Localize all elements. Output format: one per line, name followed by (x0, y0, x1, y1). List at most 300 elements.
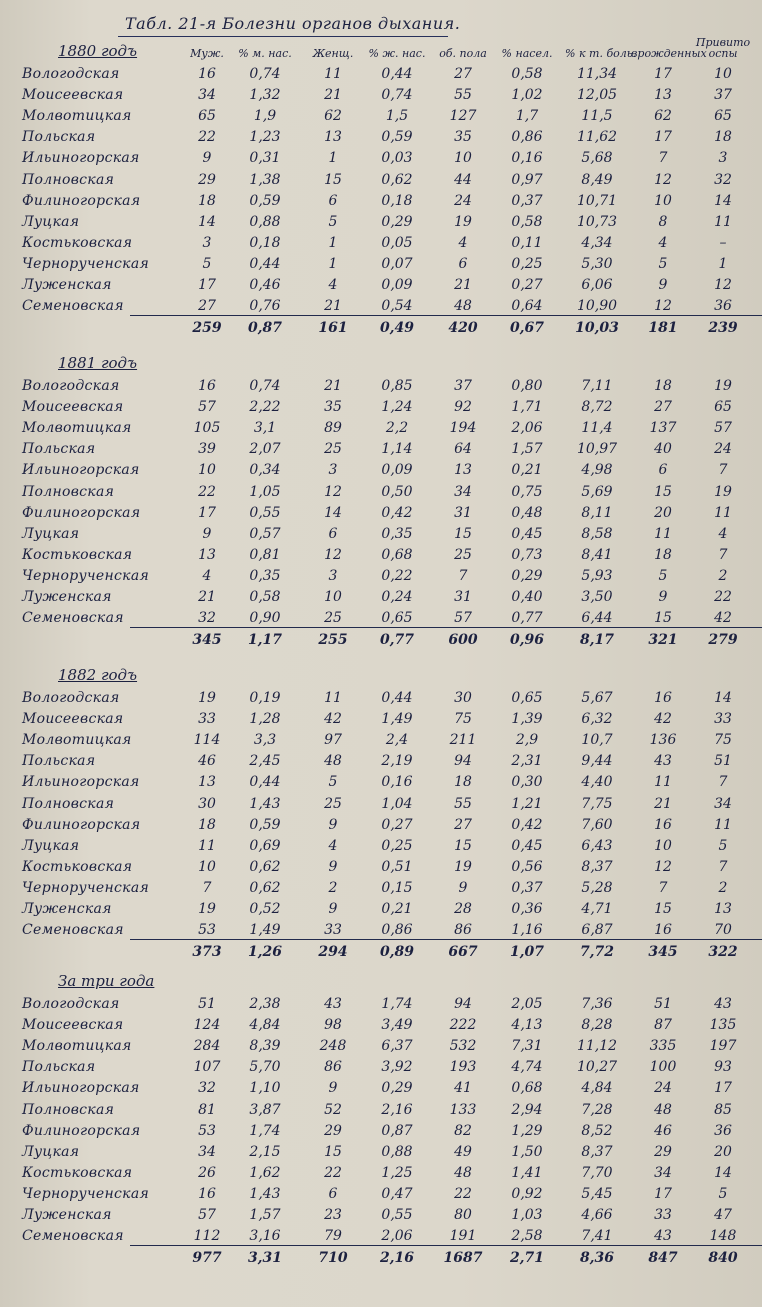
total-cell: 279 (708, 632, 738, 649)
table-cell: 0,30 (511, 774, 543, 791)
table-cell: 29 (198, 171, 216, 188)
table-cell: 9 (202, 525, 212, 542)
table-cell: 9,44 (581, 753, 613, 770)
district-name: Молвотицкая (22, 108, 132, 125)
table-cell: 0,27 (511, 277, 543, 293)
total-cell: 0,87 (247, 320, 283, 337)
table-cell: 5 (202, 255, 212, 272)
table-cell: 5 (658, 255, 668, 272)
table-cell: 27 (198, 298, 216, 315)
table-cell: 8,37 (581, 1143, 613, 1160)
table-cell: 42 (654, 711, 672, 728)
table-cell: 11,62 (576, 129, 618, 146)
table-row (0, 878, 762, 899)
district-name: Вологодская (22, 996, 120, 1012)
table-cell: 1,23 (249, 129, 281, 146)
table-title: Табл. 21-я Болезни органов дыхания. (125, 14, 461, 33)
district-name: Вологодская (22, 690, 120, 706)
table-cell: 15 (324, 1143, 342, 1160)
table-row (0, 397, 762, 418)
table-cell: 12 (654, 298, 672, 315)
table-cell: 4,13 (511, 1017, 543, 1034)
table-cell: 0,74 (249, 378, 281, 394)
table-cell: 11,4 (581, 420, 613, 437)
table-cell: 0,97 (511, 171, 543, 188)
district-name: Семеновская (22, 298, 124, 315)
table-cell: 55 (454, 795, 472, 812)
table-cell: 0,16 (381, 774, 413, 791)
table-row (0, 920, 762, 941)
table-row (0, 688, 762, 709)
table-cell: 1,14 (381, 441, 413, 458)
section-year-label: 1882 годъ (58, 666, 138, 684)
table-cell: 12 (324, 483, 342, 500)
table-cell: 51 (714, 753, 732, 770)
table-cell: 7,28 (581, 1101, 613, 1118)
table-cell: 10 (454, 150, 472, 167)
district-name: Семеновская (22, 610, 124, 627)
table-cell: 10,27 (576, 1059, 618, 1076)
table-cell: 1,24 (381, 399, 413, 416)
table-cell: 19 (454, 213, 472, 230)
table-cell: 10,90 (576, 298, 618, 315)
district-name: Филиногорская (22, 816, 141, 833)
total-row (0, 1248, 762, 1269)
table-cell: 7 (718, 462, 728, 479)
table-cell: 0,55 (381, 1207, 413, 1223)
table-cell: 3,92 (381, 1059, 413, 1076)
total-cell: 7,72 (579, 944, 615, 961)
table-cell: 34 (198, 87, 216, 104)
table-cell: 6,43 (581, 837, 613, 854)
table-cell: 13 (324, 129, 342, 146)
table-cell: 6 (328, 192, 338, 209)
table-cell: 1,57 (511, 441, 543, 458)
table-row (0, 772, 762, 793)
table-cell: 16 (654, 690, 672, 706)
total-cell: 0,49 (379, 320, 415, 337)
district-name: Семеновская (22, 922, 124, 939)
table-cell: 0,51 (381, 858, 413, 875)
table-cell: 48 (454, 1164, 472, 1181)
table-cell: 1 (718, 255, 728, 272)
table-cell: 5 (718, 837, 728, 854)
table-cell: 17 (654, 66, 672, 82)
table-cell: 0,09 (381, 462, 413, 479)
table-cell: 11 (198, 837, 216, 854)
table-cell: 79 (324, 1228, 342, 1245)
table-cell: 0,48 (511, 504, 543, 521)
total-cell: 239 (708, 320, 738, 337)
table-cell: 0,47 (381, 1185, 413, 1202)
table-cell: 0,86 (511, 129, 543, 146)
table-cell: 0,88 (381, 1143, 413, 1160)
table-cell: 94 (454, 753, 472, 770)
table-cell: 3 (328, 567, 338, 584)
table-cell: 13 (198, 774, 216, 791)
total-cell: 0,96 (509, 632, 545, 649)
table-cell: 15 (654, 610, 672, 627)
table-cell: 1,02 (511, 87, 543, 104)
table-cell: 5,30 (581, 255, 613, 272)
table-cell: 112 (193, 1228, 221, 1245)
table-cell: 36 (714, 298, 732, 315)
table-cell: 2,2 (385, 420, 409, 437)
table-cell: 0,80 (511, 378, 543, 394)
table-cell: 0,74 (381, 87, 413, 104)
table-cell: 57 (714, 420, 732, 437)
table-cell: 25 (454, 546, 472, 563)
total-cell: 977 (192, 1250, 222, 1267)
column-header-9 (691, 37, 755, 59)
total-cell: 3,31 (247, 1250, 283, 1267)
table-cell: 64 (454, 441, 472, 458)
table-cell: 0,73 (511, 546, 543, 563)
table-cell: 1,49 (249, 922, 281, 939)
table-cell: 34 (198, 1143, 216, 1160)
district-name: Луженская (22, 277, 112, 293)
table-cell: 43 (324, 996, 342, 1012)
table-cell: 6,87 (581, 922, 613, 939)
table-cell: 30 (454, 690, 472, 706)
table-row (0, 418, 762, 439)
table-cell: 1,38 (249, 171, 281, 188)
table-cell: 28 (454, 901, 472, 917)
table-cell: 5 (718, 1185, 728, 1202)
table-row (0, 566, 762, 587)
table-cell: 10,97 (576, 441, 618, 458)
column-header-7: % к т. боль. (565, 47, 637, 60)
table-cell: 16 (654, 816, 672, 833)
table-cell: 33 (324, 922, 342, 939)
table-row (0, 751, 762, 772)
district-name: Полновская (22, 171, 115, 188)
table-cell: 17 (198, 277, 216, 293)
table-cell: 0,56 (511, 858, 543, 875)
table-cell: 82 (454, 1122, 472, 1139)
table-cell: 1,50 (511, 1143, 543, 1160)
table-cell: 1,7 (515, 108, 539, 125)
table-row (0, 730, 762, 751)
table-cell: 7,31 (511, 1038, 543, 1055)
table-cell: 8 (658, 213, 668, 230)
table-cell: 107 (193, 1059, 221, 1076)
table-cell: 0,62 (249, 879, 281, 896)
table-cell: 33 (654, 1207, 672, 1223)
table-cell: 100 (649, 1059, 677, 1076)
table-cell: 81 (198, 1101, 216, 1118)
table-row (0, 170, 762, 191)
table-cell: 94 (454, 996, 472, 1012)
table-cell: 53 (198, 1122, 216, 1139)
table-cell: 0,21 (511, 462, 543, 479)
table-row (0, 148, 762, 169)
table-cell: 9 (328, 858, 338, 875)
table-cell: 8,39 (249, 1038, 281, 1055)
table-cell: 8,72 (581, 399, 613, 416)
table-cell: 97 (324, 732, 342, 749)
district-name: Луженская (22, 1207, 112, 1223)
column-header-1: Муж. (190, 47, 224, 60)
table-cell: 2,05 (511, 996, 543, 1012)
district-name: Моисеевская (22, 87, 124, 104)
table-cell: 12 (714, 277, 732, 293)
table-cell: 22 (454, 1185, 472, 1202)
column-header-2: % м. нас. (238, 47, 292, 60)
district-name: Моисеевская (22, 399, 124, 416)
table-cell: 9 (658, 589, 668, 605)
table-cell: 0,19 (249, 690, 281, 706)
table-cell: 22 (198, 129, 216, 146)
table-row (0, 482, 762, 503)
table-cell: 7,60 (581, 816, 613, 833)
table-cell: 1,16 (511, 922, 543, 939)
table-cell: 5,93 (581, 567, 613, 584)
table-cell: 39 (198, 441, 216, 458)
table-cell: 34 (654, 1164, 672, 1181)
table-cell: 15 (454, 837, 472, 854)
district-name: Молвотицкая (22, 732, 132, 749)
column-header-4: % ж. нас. (368, 47, 426, 60)
table-cell: 2,15 (249, 1143, 281, 1160)
district-name: Чернорученская (22, 255, 150, 272)
total-cell: 1687 (443, 1250, 483, 1267)
table-cell: 0,65 (381, 610, 413, 627)
district-name: Костьковская (22, 546, 133, 563)
table-cell: 2,94 (511, 1101, 543, 1118)
table-cell: 3,1 (253, 420, 277, 437)
table-cell: 0,69 (249, 837, 281, 854)
table-cell: 85 (714, 1101, 732, 1118)
table-cell: 27 (654, 399, 672, 416)
table-cell: 35 (324, 399, 342, 416)
table-cell: 86 (324, 1059, 342, 1076)
table-cell: 1,28 (249, 711, 281, 728)
table-cell: 7 (718, 546, 728, 563)
table-cell: 40 (654, 441, 672, 458)
table-cell: 57 (198, 1207, 216, 1223)
table-cell: 1,10 (249, 1080, 281, 1097)
total-cell: 0,89 (379, 944, 415, 961)
table-cell: 22 (198, 483, 216, 500)
table-cell: 52 (324, 1101, 342, 1118)
table-cell: 18 (654, 378, 672, 394)
total-cell: 255 (318, 632, 348, 649)
table-row (0, 1057, 762, 1078)
table-cell: 0,88 (249, 213, 281, 230)
table-cell: 0,68 (511, 1080, 543, 1097)
table-cell: 43 (654, 753, 672, 770)
district-name: Польская (22, 129, 96, 146)
table-cell: 6,37 (381, 1038, 413, 1055)
column-header-8: врожденных (631, 47, 707, 60)
table-cell: 15 (654, 483, 672, 500)
district-name: Луженская (22, 589, 112, 605)
table-cell: 1 (328, 234, 338, 251)
table-cell: 127 (449, 108, 477, 125)
table-cell: 20 (714, 1143, 732, 1160)
table-cell: 1,5 (385, 108, 409, 125)
table-row (0, 64, 762, 85)
table-cell: 0,92 (511, 1185, 543, 1202)
table-cell: 24 (654, 1080, 672, 1097)
table-cell: 197 (709, 1038, 737, 1055)
table-cell: 65 (198, 108, 216, 125)
table-cell: 62 (654, 108, 672, 125)
table-cell: 0,55 (249, 504, 281, 521)
table-row (0, 899, 762, 920)
table-cell: 18 (714, 129, 732, 146)
table-row (0, 1036, 762, 1057)
table-cell: 5,28 (581, 879, 613, 896)
table-cell: 9 (328, 901, 338, 917)
table-cell: 98 (324, 1017, 342, 1034)
table-cell: 21 (324, 298, 342, 315)
table-cell: 105 (193, 420, 221, 437)
district-name: Филиногорская (22, 1122, 141, 1139)
table-cell: 0,24 (381, 589, 413, 605)
table-cell: 43 (654, 1228, 672, 1245)
table-cell: 46 (198, 753, 216, 770)
table-row (0, 212, 762, 233)
table-cell: 2,06 (511, 420, 543, 437)
table-cell: 29 (654, 1143, 672, 1160)
table-cell: 0,62 (381, 171, 413, 188)
table-cell: 7 (202, 879, 212, 896)
table-row (0, 275, 762, 296)
column-header-line: оспы (708, 47, 738, 60)
table-cell: 0,62 (249, 858, 281, 875)
table-row (0, 85, 762, 106)
district-name: Моисеевская (22, 711, 124, 728)
table-cell: 12 (654, 858, 672, 875)
table-cell: 1 (328, 255, 338, 272)
table-cell: 34 (714, 795, 732, 812)
table-cell: 3,16 (249, 1228, 281, 1245)
table-cell: 10 (714, 66, 732, 82)
district-name: Луцкая (22, 213, 80, 230)
table-cell: 14 (324, 504, 342, 521)
table-cell: 7 (458, 567, 468, 584)
table-cell: 42 (714, 610, 732, 627)
table-cell: 4,66 (581, 1207, 613, 1223)
total-cell: 2,16 (379, 1250, 415, 1267)
table-cell: 0,21 (381, 901, 413, 917)
table-cell: 3 (328, 462, 338, 479)
table-row (0, 545, 762, 566)
table-cell: 0,87 (381, 1122, 413, 1139)
table-cell: 0,57 (249, 525, 281, 542)
table-cell: 0,35 (249, 567, 281, 584)
table-cell: 51 (198, 996, 216, 1012)
total-cell: 322 (708, 944, 738, 961)
table-cell: 2,4 (385, 732, 409, 749)
table-row (0, 127, 762, 148)
table-row (0, 460, 762, 481)
table-cell: 10,73 (576, 213, 618, 230)
district-name: Луженская (22, 901, 112, 917)
table-row (0, 836, 762, 857)
table-cell: 49 (454, 1143, 472, 1160)
table-cell: 1,04 (381, 795, 413, 812)
table-cell: 10 (654, 837, 672, 854)
table-cell: 10,7 (581, 732, 613, 749)
table-cell: 8,37 (581, 858, 613, 875)
table-cell: 18 (654, 546, 672, 563)
table-cell: 12,05 (576, 87, 618, 104)
table-cell: 8,49 (581, 171, 613, 188)
table-cell: 18 (454, 774, 472, 791)
district-name: Луцкая (22, 1143, 80, 1160)
table-cell: 13 (198, 546, 216, 563)
district-name: Польская (22, 753, 96, 770)
table-cell: 4,74 (511, 1059, 543, 1076)
table-cell: 4 (202, 567, 212, 584)
total-cell: 710 (318, 1250, 348, 1267)
table-cell: 2,9 (515, 732, 539, 749)
table-row (0, 1226, 762, 1247)
table-cell: 19 (454, 858, 472, 875)
total-cell: 345 (192, 632, 222, 649)
table-cell: 62 (324, 108, 342, 125)
table-cell: 0,36 (511, 901, 543, 917)
table-cell: 1,62 (249, 1164, 281, 1181)
table-cell: 6 (328, 525, 338, 542)
table-cell: 0,86 (381, 922, 413, 939)
table-cell: 16 (198, 66, 216, 82)
table-cell: 1,49 (381, 711, 413, 728)
table-cell: 9 (328, 1080, 338, 1097)
table-cell: 11 (324, 690, 342, 706)
table-cell: 0,76 (249, 298, 281, 315)
table-cell: 0,45 (511, 525, 543, 542)
table-row (0, 1121, 762, 1142)
table-row (0, 376, 762, 397)
table-cell: 18 (198, 816, 216, 833)
table-cell: 532 (449, 1038, 477, 1055)
table-cell: 7,41 (581, 1228, 613, 1245)
table-cell: 2 (718, 567, 728, 584)
table-cell: 1,25 (381, 1164, 413, 1181)
table-cell: 6,44 (581, 610, 613, 627)
table-cell: 75 (714, 732, 732, 749)
total-cell: 667 (448, 944, 478, 961)
total-rule (130, 315, 762, 316)
table-cell: 1 (328, 150, 338, 167)
table-cell: 0,09 (381, 277, 413, 293)
table-cell: 14 (198, 213, 216, 230)
table-cell: 4,84 (249, 1017, 281, 1034)
section-year-label: За три года (58, 972, 155, 990)
table-row (0, 439, 762, 460)
table-cell: 42 (324, 711, 342, 728)
table-cell: 31 (454, 504, 472, 521)
table-cell: 43 (714, 996, 732, 1012)
table-cell: 12 (324, 546, 342, 563)
table-cell: 1,43 (249, 795, 281, 812)
table-cell: 19 (198, 901, 216, 917)
table-row (0, 1015, 762, 1036)
district-name: Моисеевская (22, 1017, 124, 1034)
table-cell: 0,58 (249, 589, 281, 605)
table-cell: 0,44 (381, 66, 413, 82)
district-name: Ильиногорская (22, 150, 140, 167)
table-cell: 5,45 (581, 1185, 613, 1202)
table-cell: 0,44 (249, 255, 281, 272)
table-cell: 1,43 (249, 1185, 281, 1202)
table-cell: 0,77 (511, 610, 543, 627)
table-cell: 2,22 (249, 399, 281, 416)
